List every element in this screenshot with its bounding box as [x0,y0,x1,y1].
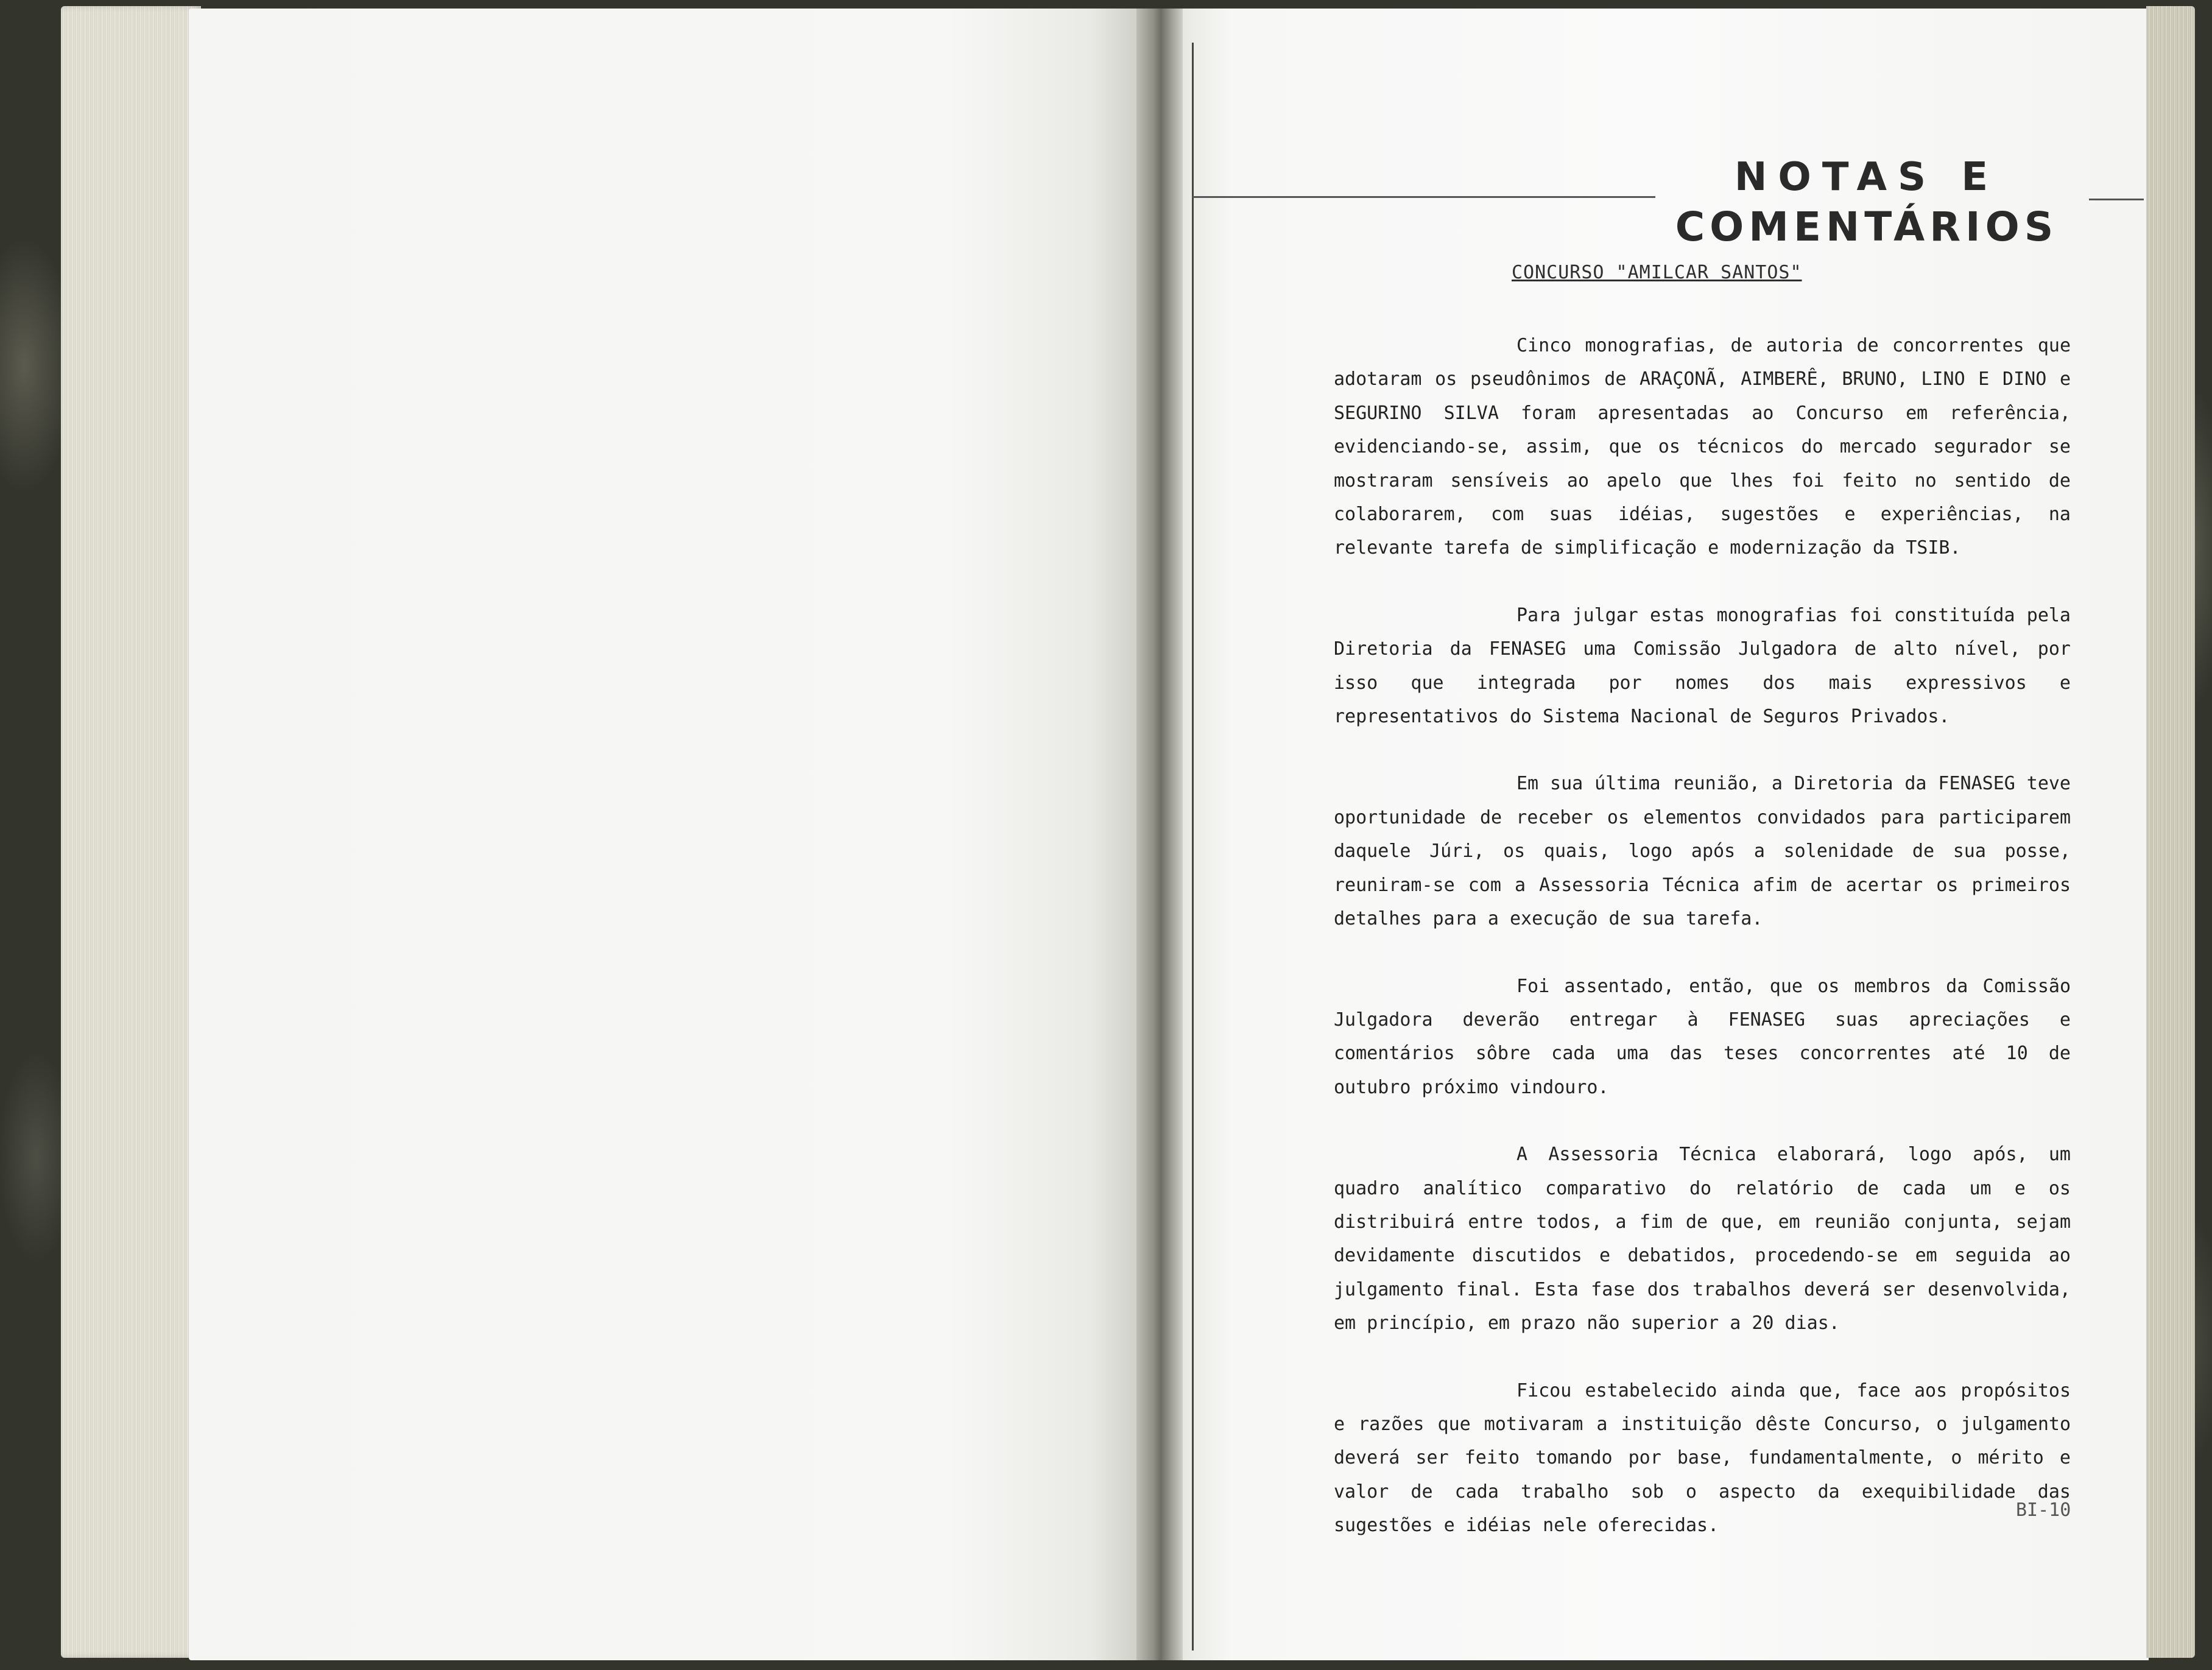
header-line-1: NOTAS E [1734,155,1999,200]
paragraph: Foi assentado, então, que os membros da Comissão Julgadora deverão entregar à FENASEG suas apreciações e comentários sôbre cada uma das teses concorrentes até 10 de outubro próximo vindouro. [1334,975,2071,1098]
paragraph: Ficou estabelecido ainda que, face aos propósitos e razões que motivaram a instituição dêste Concurso, o julgamento deverá ser feito tomando por base, fundamentalmente, o mérito e valor de cada trabalho sob o aspecto da exequibilidade das sugestões e idéias nele oferecidas. [1334,1379,2071,1537]
right-page-edges [2146,6,2195,1658]
paragraph: Em sua última reunião, a Diretoria da FENASEG teve oportunidade de receber os elementos convidados para participarem daquele Júri, os quais, logo após a solenidade de sua posse, reuniram-se com a Assessoria Técnica afim de acertar os primeiros detalhes para a execução de sua tarefa. [1334,773,2071,930]
article-body [1334,329,2071,1576]
paragraph: A Assessoria Técnica elaborará, logo após, um quadro analítico comparativo do relatório de cada um e os distribuirá entre todos, a fim de que, em reunião conjunta, sejam devidamente discutidos e debatidos, procedendo-se em seguida ao julgamento final. Esta fase dos trabalhos deverá ser desenvolvida, em princípio, em prazo não superior a 20 dias. [1334,1144,2071,1334]
book-gutter [1136,9,1185,1660]
header-line-2: COMENTÁRIOS [1675,203,2059,250]
page-number: BI-10 [2016,1499,2071,1521]
paragraph: Para julgar estas monografias foi constituída pela Diretoria da FENASEG uma Comissão Julgadora de alto nível, por isso que integrada por nomes dos mais expressivos e representativos do Sistema Nacional de Seguros Privados. [1334,604,2071,728]
left-page-blank [189,9,1139,1660]
paragraph: Cinco monografias, de autoria de concorrentes que adotaram os pseudônimos de ARAÇONÃ, AIMBERÊ, BRUNO, LINO E DINO e SEGURINO SILVA foram apresentadas ao Concurso em referência, evidenciando-se, assim, que os técnicos do mercado segurador se mostraram sensíveis ao apelo que lhes foi feito no sentido de colaborarem, com suas idéias, sugestões e experiências, na relevante tarefa de simplificação e modernização da TSIB. [1334,335,2071,559]
header-rule-left [1192,196,1655,198]
left-page-edges [61,6,201,1658]
section-header [1644,152,2089,252]
article-title: CONCURSO "AMILCAR SANTOS" [1512,262,1802,283]
header-rule-right [2089,199,2144,200]
vertical-rule [1192,43,1194,1651]
